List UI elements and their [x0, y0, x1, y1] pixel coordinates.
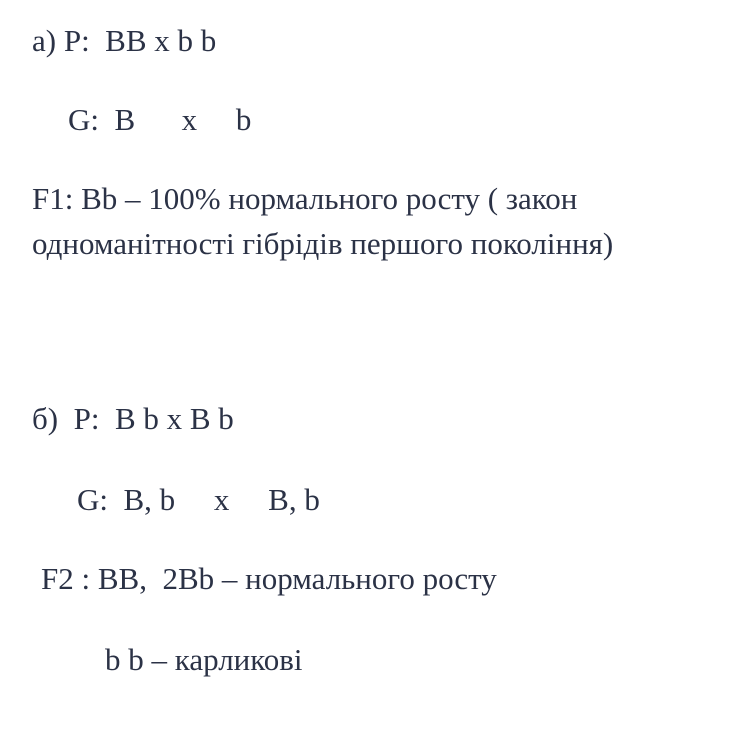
section-b-gametes: G: B, b x B, b: [77, 482, 320, 517]
section-a-gametes: G: B x b: [68, 102, 252, 137]
section-a-f1: F1: Bb – 100% нормального росту ( закон одноманітності гібрідів першого покоління): [32, 181, 614, 261]
section-b-parents: б) P: B b x B b: [32, 401, 234, 436]
section-b-f2-dwarf: b b – карликові: [105, 642, 303, 677]
section-a-parents: а) P: BB x b b: [32, 23, 217, 58]
section-b-f2: F2 : BB, 2Bb – нормального росту: [41, 561, 497, 596]
